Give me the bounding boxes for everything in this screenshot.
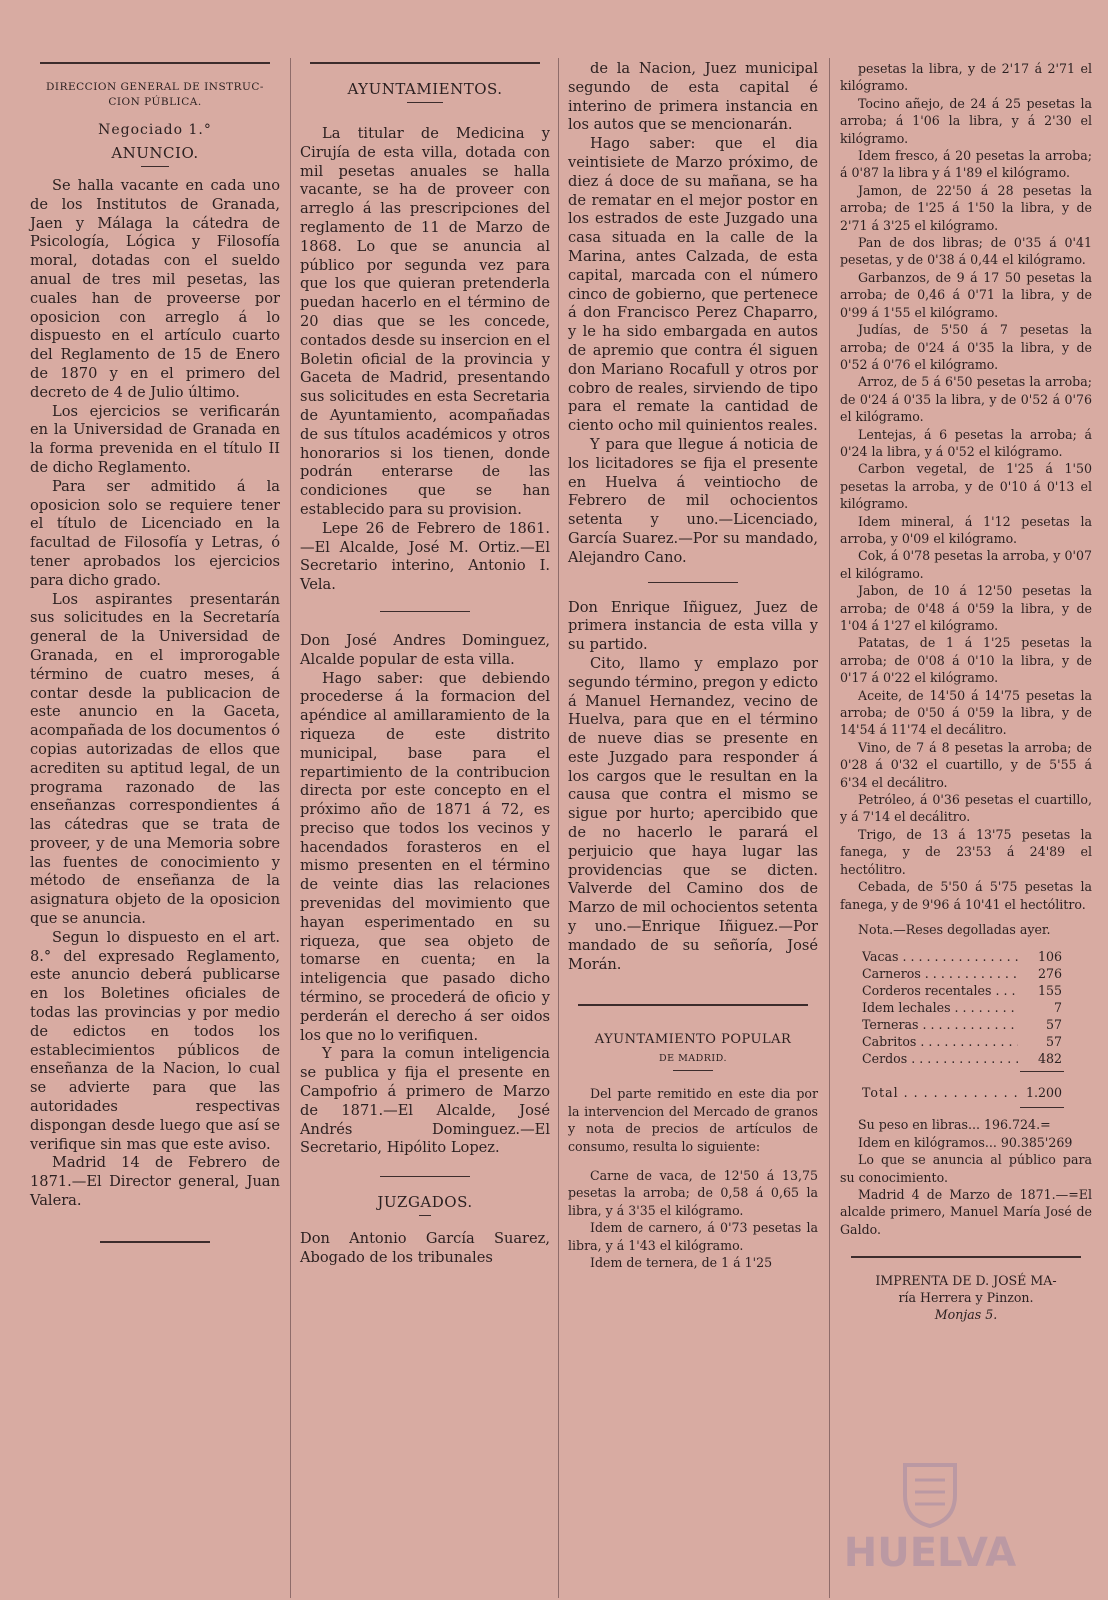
column-4 <box>840 60 1092 1323</box>
paragraph: Del parte remitido en este dia por la intervencion del Mercado de granos y nota de precios de artículos de consumo, resulta lo siguiente: <box>568 1086 818 1154</box>
divider <box>851 1256 1081 1258</box>
anuncio-heading: ANUNCIO. <box>111 144 199 162</box>
column-divider <box>829 58 830 1598</box>
divider <box>380 611 470 612</box>
official-name: Don Antonio García Suarez, Abogado de los tribunales <box>300 1230 550 1267</box>
divider <box>673 1070 713 1071</box>
price-item: Lentejas, á 6 pesetas la arroba; á 0'24 la libra, y á 0'52 el kilógramo. <box>840 426 1092 459</box>
price-item: Idem fresco, á 20 pesetas la arroba; á 0'87 la libra y á 1'89 el kilógramo. <box>840 148 1092 181</box>
peso-libras: Su peso en libras... 196.724.= <box>858 1117 1051 1133</box>
paragraph: Hago saber: que debiendo procederse á la formacion del apéndice al amillaramiento de la riqueza de este distrito municipal, base para el repartimiento de la contribucion directa por este concepto en el próximo año de 1871 á 72, es preciso que todos los vecinos y hacendados forasteros en el mismo presenten en el término de veinte dias las relaciones prevenidas del movimiento que hayan esperimentado en su riqueza, que sea objeto de tomarse en cuenta; en la inteligencia que pasado dicho término, se procederá de oficio y perderán el derecho á ser oidos los que no lo verifiquen. <box>300 669 550 1044</box>
price-item: Vino, de 7 á 8 pesetas la arroba; de 0'28 á 0'32 el cuartillo, y de 5'55 á 6'34 el decálitro. <box>840 739 1092 790</box>
divider <box>648 582 738 583</box>
table-row <box>862 948 1062 965</box>
imprenta-line: ría Herrera y Pinzon. <box>898 1290 1034 1306</box>
table-row <box>862 999 1062 1016</box>
top-rule <box>40 62 270 64</box>
paragraph: Cito, llamo y emplazo por segundo término, pregon y edicto á Manuel Hernandez, vecino de Huelva, para que en el término de nueve dias se presente en este Juzgado para responder á los cargos que le resultan en la causa que contra el mismo se sigue por hurto; apercibido que de no hacerlo le parará el perjuicio que haya lugar las providencias que se dicten. Valverde del Camino dos de Marzo de mil ochocientos setenta y uno.—Enrique Iñiguez.—Por mandado de su señoría, José Morán. <box>568 654 818 973</box>
row-label: Terneras . . . <box>862 1016 1018 1033</box>
paragraph: Lo que se anuncia al público para su conocimiento. <box>840 1152 1092 1185</box>
column-divider <box>558 58 559 1598</box>
signature: Madrid 14 de Febrero de 1871.—El Director general, Juan Valera. <box>30 1154 280 1210</box>
official-name: Don Enrique Iñiguez, Juez de primera instancia de esta villa y su partido. <box>568 598 818 654</box>
direccion-heading: DIRECCION GENERAL DE INSTRUC- CION PÚBLICA. <box>46 81 264 108</box>
top-rule <box>310 62 540 64</box>
price-item: Trigo, de 13 á 13'75 pesetas la fanega, y de 23'53 á 24'89 el hectólitro. <box>840 826 1092 877</box>
column-divider <box>290 58 291 1598</box>
column-3 <box>568 60 818 1272</box>
paragraph: de la Nacion, Juez municipal segundo de esta capital é interino de primera instancia en los autos que se mencionarán. <box>568 60 818 134</box>
price-item: Cok, á 0'78 pesetas la arroba, y 0'07 el kilógramo. <box>840 548 1092 581</box>
price-item: Arroz, de 5 á 6'50 pesetas la arroba; de 0'24 á 0'35 la libra, y de 0'52 á 0'76 el kilógramo. <box>840 374 1092 425</box>
divider <box>380 1176 470 1177</box>
sum-rule <box>1020 1071 1064 1072</box>
table-row <box>862 1050 1062 1067</box>
signature: Y para la comun inteligencia se publica y fija el presente en Campofrio á primero de Marzo de 1871.—El Alcalde, José Andrés Dominguez.—El Secretario, Hipólito Lopez. <box>300 1045 550 1157</box>
row-label: Cerdos . . . <box>862 1050 1018 1067</box>
row-value: 57 <box>1045 1034 1062 1050</box>
price-item: Judías, de 5'50 á 7 pesetas la arroba; de 0'24 á 0'35 la libra, y de 0'52 á 0'76 el kilógramo. <box>840 322 1092 372</box>
price-item: Petróleo, á 0'36 pesetas el cuartillo, y á 7'14 el decálitro. <box>840 792 1092 825</box>
juzgados-heading: JUZGADOS. <box>377 1193 473 1212</box>
column-2 <box>300 60 550 1268</box>
price-item: Pan de dos libras; de 0'35 á 0'41 pesetas, y de 0'38 á 0,44 el kilógramo. <box>840 235 1092 268</box>
divider <box>407 102 443 103</box>
price-item: Patatas, de 1 á 1'25 pesetas la arroba; de 0'08 á 0'10 la libra, y de 0'17 á 0'22 el kilógramo. <box>840 635 1092 686</box>
signature: Lepe 26 de Febrero de 1861.—El Alcalde, José M. Ortiz.—El Secretario interino, Antonio I. Vela. <box>300 519 550 594</box>
reses-table <box>862 948 1092 1108</box>
sum-rule <box>1020 1107 1064 1108</box>
divider <box>141 166 169 167</box>
signature: Madrid 4 de Marzo de 1871.—=El alcalde primero, Manuel María José de Galdo. <box>840 1186 1092 1237</box>
row-label: Carneros . . . <box>862 965 1018 982</box>
column-1 <box>30 60 280 1251</box>
divider <box>419 1215 431 1216</box>
peso-kilogramos: Idem en kilógramos... 90.385'269 <box>858 1134 1073 1150</box>
price-item: Cebada, de 5'50 á 5'75 pesetas la fanega, y de 9'96 á 10'41 el hectólitro. <box>840 879 1092 912</box>
paragraph: La titular de Medicina y Cirujía de esta villa, dotada con mil pesetas anuales se halla vacante, se ha de proveer con arreglo á las prescripciones del reglamento de 11 de Marzo de 1868. Lo que se anuncia al público por segunda vez para que los que quieran pretenderla puedan hacerlo en el término de 20 dias que se les concede, contados desde su insercion en el Boletin oficial de la provincia y Gaceta de Madrid, presentando sus solicitudes en esta Secretaria de Ayuntamiento, acompañadas de sus títulos académicos y otros honorarios si los tienen, donde podrán enterarse de las condiciones que se han establecido para su provision. <box>300 125 550 518</box>
row-label: Cabritos . . . <box>862 1033 1018 1050</box>
table-row <box>862 982 1062 999</box>
row-value: 482 <box>1037 1051 1062 1067</box>
total-row <box>862 1084 1062 1101</box>
paragraph: Para ser admitido á la oposicion solo se requiere tener el título de Licenciado en la facultad de Filosofía y Letras, ó tener aprobados los ejercicios para dicho grado. <box>30 477 280 589</box>
paragraph: Se halla vacante en cada uno de los Institutos de Granada, Jaen y Málaga la cátedra de Psicología, Lógica y Filosofía moral, dotadas con el sueldo anual de tres mil pesetas, las cuales han de proveerse por oposicion con arreglo á lo dispuesto en el artículo cuarto del Reglamento de 15 de Enero de 1870 y en el primero del decreto de 4 de Julio último. <box>30 177 280 401</box>
table-row <box>862 1016 1062 1033</box>
archive-watermark <box>840 1460 1020 1590</box>
row-label: Idem lechales . . . <box>862 999 1018 1016</box>
row-value: 7 <box>1053 1000 1062 1016</box>
price-item: Jamon, de 22'50 á 28 pesetas la arroba; de 1'25 á 1'50 la libra, y de 2'71 á 3'25 el kilógramo. <box>840 182 1092 233</box>
row-value: 57 <box>1045 1017 1062 1033</box>
paragraph: Segun lo dispuesto en el art. 8.° del expresado Reglamento, este anuncio deberá publicarse en los Boletines oficiales de todas las provincias y por medio de edictos en todos los establecimientos públicos de enseñanza de la Nacion, lo cual se advierte para que las autoridades respectivas dispongan desde luego que así se verifique sin mas que este aviso. <box>30 928 280 1153</box>
watermark-text: HUELVA <box>843 1530 1017 1576</box>
row-value: 155 <box>1037 983 1062 999</box>
price-item: Idem mineral, á 1'12 pesetas la arroba, y 0'09 el kilógramo. <box>840 513 1092 546</box>
row-label: Corderos recentales . . . <box>862 982 1018 999</box>
negociado-label: Negociado 1.° <box>98 122 212 138</box>
divider <box>578 1004 808 1006</box>
price-item: Carbon vegetal, de 1'25 á 1'50 pesetas la arroba, y de 0'10 á 0'13 el kilógramo. <box>840 461 1092 512</box>
signature: Y para que llegue á noticia de los licitadores se fija el presente en Huelva á veintiocho de Febrero de mil ochocientos setenta y uno.—Licenciado, García Suarez.—Por su mandado, Alejandro Cano. <box>568 435 818 566</box>
row-label: Vacas . . . <box>862 948 1018 965</box>
paragraph: Los aspirantes presentarán sus solicitudes en la Secretaría general de la Universidad de Granada, en el improrogable término de cuatro meses, á contar desde la publicacion de este anuncio en la Gaceta, acompañada de los documentos ó copias autorizadas de ellos que acrediten su aptitud legal, de un programa razonado de las enseñanzas correspondientes á las cátedras que se trata de proveer, y de una Memoria sobre las fuentes de conocimiento y método de enseñanza de la asignatura objeto de la oposicion que se anuncia. <box>30 590 280 928</box>
table-row <box>862 965 1062 982</box>
row-value: 106 <box>1037 949 1062 965</box>
price-item: Aceite, de 14'50 á 14'75 pesetas la arroba; de 0'50 á 0'59 la libra, y de 14'54 á 11'74 el decálitro. <box>840 687 1092 738</box>
crest-icon <box>895 1460 965 1530</box>
price-item: Carne de vaca, de 12'50 á 13,75 pesetas la arroba; de 0,58 á 0,65 la libra, y á 3'35 el kilógramo. <box>568 1168 818 1218</box>
price-item: Idem de carnero, á 0'73 pesetas la libra, y á 1'43 el kilógramo. <box>568 1220 818 1253</box>
price-item: pesetas la libra, y de 2'17 á 2'71 el kilógramo. <box>840 61 1092 94</box>
paragraph: Los ejercicios se verificarán en la Universidad de Granada en la forma prevenida en el título II de dicho Reglamento. <box>30 402 280 476</box>
ayuntamientos-heading: AYUNTAMIENTOS. <box>347 80 503 98</box>
row-value: 276 <box>1037 966 1062 982</box>
nota-heading: Nota.—Reses degolladas ayer. <box>858 921 1051 937</box>
price-item: Jabon, de 10 á 12'50 pesetas la arroba; de 0'48 á 0'59 la libra, y de 1'04 á 1'27 el kilógramo. <box>840 583 1092 633</box>
price-item: Garbanzos, de 9 á 17 50 pesetas la arroba; de 0,46 á 0'71 la libra, y de 0'99 á 1'55 el kilógramo. <box>840 269 1092 320</box>
official-name: Don José Andres Dominguez, Alcalde popular de esta villa. <box>300 631 550 668</box>
table-row <box>862 1033 1062 1050</box>
price-item: Idem de ternera, de 1 á 1'25 <box>590 1255 773 1271</box>
end-rule <box>100 1241 210 1243</box>
imprenta-line: Monjas 5. <box>934 1307 998 1323</box>
ayuntamiento-madrid-sub: DE MADRID. <box>659 1053 727 1065</box>
ayuntamiento-madrid-heading: AYUNTAMIENTO POPULAR <box>594 1032 792 1048</box>
total-label: Total . . . <box>862 1084 1018 1101</box>
paragraph: Hago saber: que el dia veintisiete de Marzo próximo, de diez á doce de su mañana, se ha de rematar en el mejor postor en los estrados de este Juzgado una casa situada en la calle de la Marina, antes Calzada, de esta capital, marcada con el número cinco de gobierno, que pertenece á don Francisco Perez Chaparro, y le ha sido embargada en autos de apremio que contra él siguen don Mariano Rocafull y otros por cobro de reales, sirviendo de tipo para el remate la cantidad de ciento ocho mil quinientos reales. <box>568 135 818 435</box>
total-value: 1.200 <box>1025 1085 1062 1101</box>
imprenta-line: IMPRENTA DE D. JOSÉ MA- <box>875 1273 1057 1289</box>
price-item: Tocino añejo, de 24 á 25 pesetas la arroba; á 1'06 la libra, y á 2'30 el kilógramo. <box>840 95 1092 146</box>
